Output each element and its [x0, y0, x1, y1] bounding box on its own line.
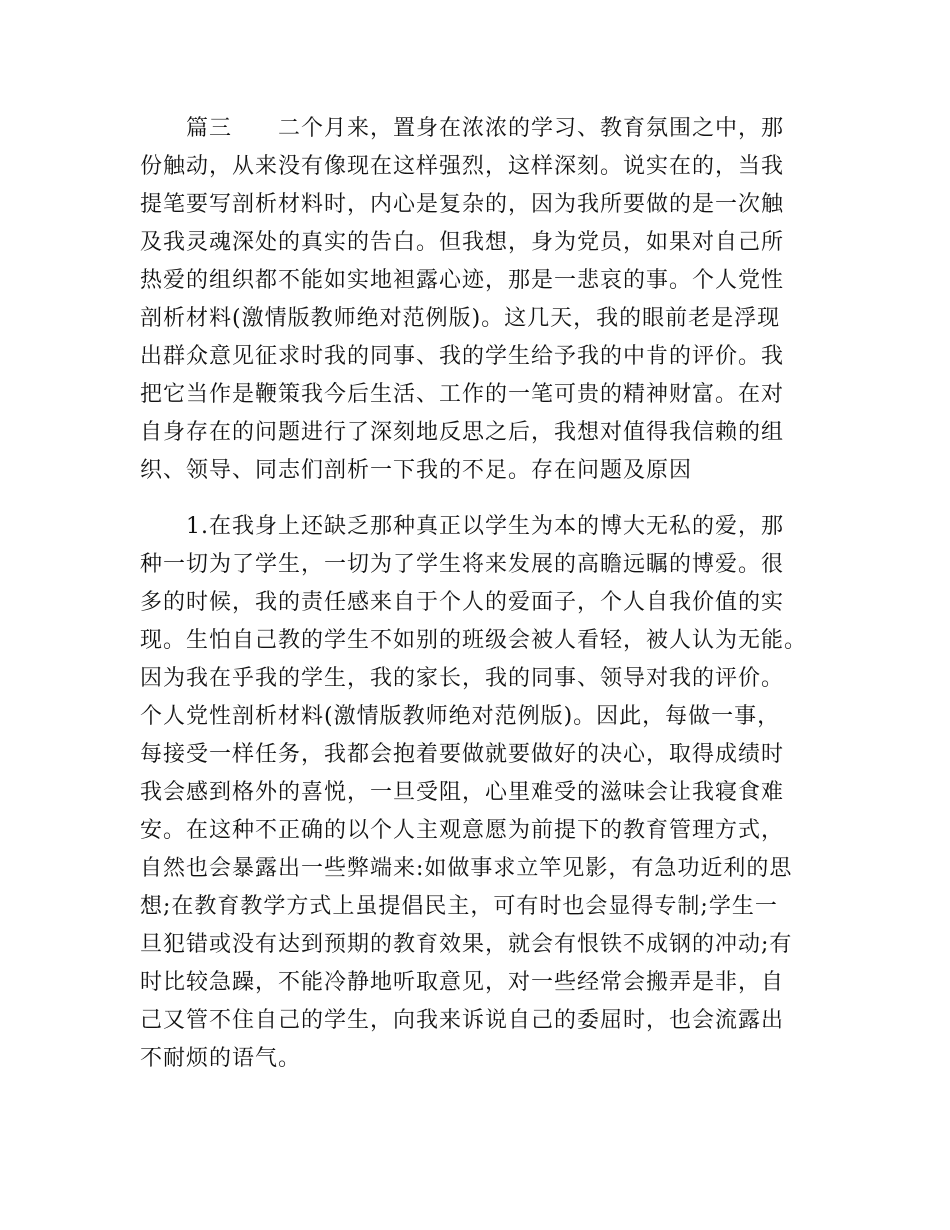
- text-line: 篇三 二个月来，置身在浓浓的学习、教育氛围之中，那: [140, 116, 785, 141]
- paragraph-intro: [140, 110, 810, 490]
- text-line: 出群众意见征求时我的同事、我的学生给予我的中肯的评价。我: [140, 344, 785, 369]
- text-line: 种一切为了学生，一切为了学生将来发展的高瞻远瞩的博爱。很: [140, 552, 785, 577]
- text-line: 时比较急躁，不能冷静地听取意见，对一些经常会搬弄是非，自: [140, 970, 785, 995]
- text-line: 不耐烦的语气。: [140, 1046, 302, 1071]
- text-line: 织、领导、同志们剖析一下我的不足。存在问题及原因: [140, 458, 693, 483]
- text-line: 个人党性剖析材料(激情版教师绝对范例版)。因此，每做一事，: [140, 704, 781, 729]
- text-line: 剖析材料(激情版教师绝对范例版)。这几天，我的眼前老是浮现: [140, 306, 781, 331]
- text-line: 份触动，从来没有像现在这样强烈，这样深刻。说实在的，当我: [140, 154, 785, 179]
- text-line: 1.在我身上还缺乏那种真正以学生为本的博大无私的爱，那: [140, 514, 784, 539]
- text-line: 安。在这种不正确的以个人主观意愿为前提下的教育管理方式，: [140, 818, 785, 843]
- paragraph-problem-1: [140, 508, 810, 1078]
- text-line: 旦犯错或没有达到预期的教育效果，就会有恨铁不成钢的冲动;有: [140, 932, 793, 957]
- text-line: 把它当作是鞭策我今后生活、工作的一笔可贵的精神财富。在对: [140, 382, 785, 407]
- text-line: 热爱的组织都不能如实地袒露心迹，那是一悲哀的事。个人党性: [140, 268, 785, 293]
- text-line: 想;在教育教学方式上虽提倡民主，可有时也会显得专制;学生一: [140, 894, 778, 919]
- text-line: 多的时候，我的责任感来自于个人的爱面子，个人自我价值的实: [140, 590, 785, 615]
- text-line: 及我灵魂深处的真实的告白。但我想，身为党员，如果对自己所: [140, 230, 785, 255]
- text-line: 提笔要写剖析材料时，内心是复杂的，因为我所要做的是一次触: [140, 192, 785, 217]
- text-line: 每接受一样任务，我都会抱着要做就要做好的决心，取得成绩时: [140, 742, 785, 767]
- text-line: 因为我在乎我的学生，我的家长，我的同事、领导对我的评价。: [140, 666, 785, 691]
- text-line: 现。生怕自己教的学生不如别的班级会被人看轻，被人认为无能。: [140, 628, 808, 653]
- text-line: 自身存在的问题进行了深刻地反思之后，我想对值得我信赖的组: [140, 420, 785, 445]
- text-line: 己又管不住自己的学生，向我来诉说自己的委屈时，也会流露出: [140, 1008, 785, 1033]
- text-line: 我会感到格外的喜悦，一旦受阻，心里难受的滋味会让我寝食难: [140, 780, 785, 805]
- text-line: 自然也会暴露出一些弊端来:如做事求立竿见影，有急功近利的思: [140, 856, 793, 881]
